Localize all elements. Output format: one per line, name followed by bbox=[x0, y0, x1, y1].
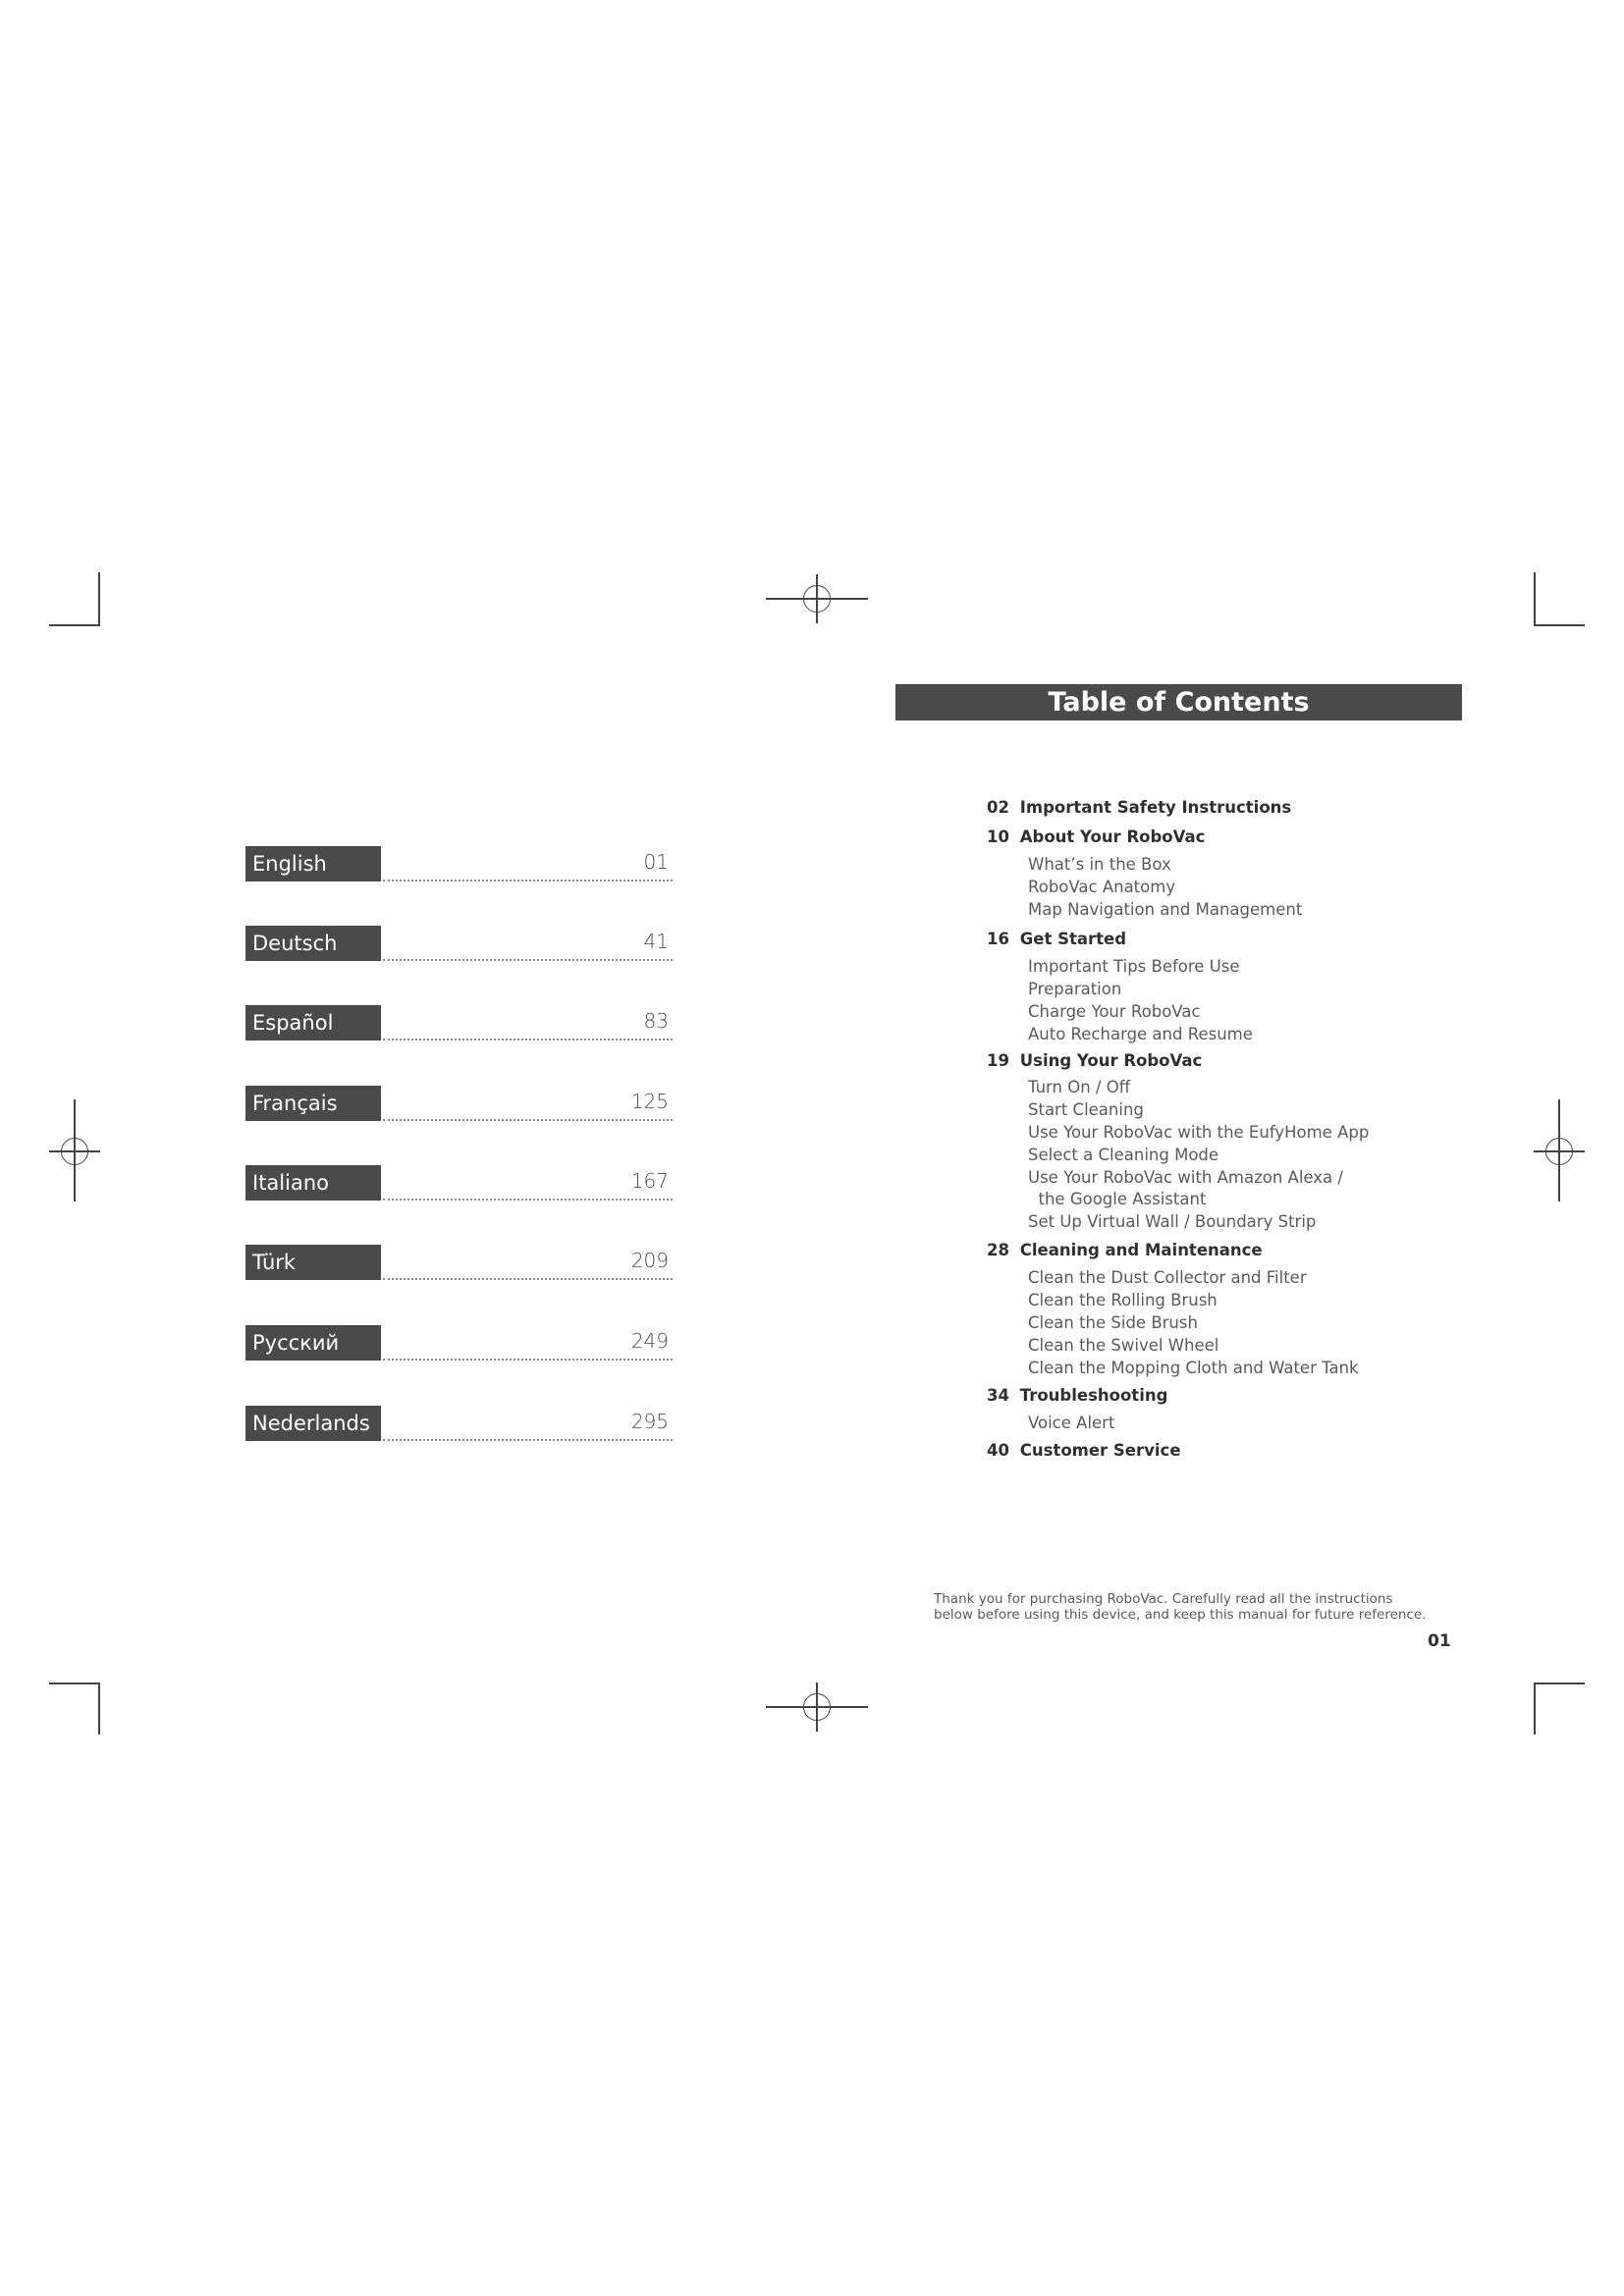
toc-section[interactable] bbox=[987, 798, 1291, 817]
language-page-number: 209 bbox=[630, 1249, 669, 1272]
language-item-deutsch[interactable] bbox=[245, 926, 673, 963]
language-label: Italiano bbox=[245, 1165, 381, 1201]
language-label: Deutsch bbox=[245, 926, 381, 961]
dotted-leader bbox=[383, 1359, 673, 1361]
toc-section-number: 40 bbox=[987, 1441, 1009, 1460]
registration-circle-icon bbox=[803, 585, 831, 613]
toc-item[interactable]: Important Tips Before Use bbox=[1028, 957, 1240, 976]
language-item-nederlands[interactable] bbox=[245, 1406, 673, 1443]
toc-item[interactable]: Clean the Dust Collector and Filter bbox=[1028, 1268, 1307, 1287]
toc-section[interactable] bbox=[987, 1441, 1181, 1460]
crop-mark bbox=[1534, 572, 1536, 624]
toc-section-title: About Your RoboVac bbox=[1019, 828, 1206, 846]
toc-item[interactable]: Map Navigation and Management bbox=[1028, 900, 1303, 919]
toc-section[interactable] bbox=[987, 1051, 1202, 1070]
toc-section-number: 02 bbox=[987, 798, 1009, 817]
language-item-espanol[interactable] bbox=[245, 1005, 673, 1042]
toc-section-title: Get Started bbox=[1019, 930, 1127, 948]
crop-mark bbox=[98, 572, 100, 624]
toc-section-title: Using Your RoboVac bbox=[1019, 1051, 1203, 1070]
toc-item[interactable]: Select a Cleaning Mode bbox=[1028, 1146, 1219, 1164]
toc-section-number: 16 bbox=[987, 930, 1009, 948]
registration-circle-icon bbox=[1545, 1138, 1573, 1165]
toc-item[interactable]: Auto Recharge and Resume bbox=[1028, 1025, 1253, 1043]
crop-mark bbox=[1534, 624, 1585, 626]
toc-section-title: Important Safety Instructions bbox=[1019, 798, 1292, 817]
language-page-number: 125 bbox=[630, 1090, 669, 1113]
toc-section[interactable] bbox=[987, 1386, 1167, 1405]
toc-item[interactable]: Preparation bbox=[1028, 980, 1122, 998]
toc-item[interactable]: Voice Alert bbox=[1028, 1414, 1115, 1432]
dotted-leader bbox=[383, 1039, 673, 1041]
toc-item[interactable]: Clean the Swivel Wheel bbox=[1028, 1336, 1219, 1355]
language-item-turk[interactable] bbox=[245, 1245, 673, 1282]
toc-title: Table of Contents bbox=[895, 684, 1462, 721]
language-page-number: 167 bbox=[630, 1169, 669, 1193]
page-number: 01 bbox=[1428, 1631, 1451, 1651]
toc-section-title: Customer Service bbox=[1019, 1441, 1181, 1460]
language-label: Nederlands bbox=[245, 1406, 381, 1441]
dotted-leader bbox=[383, 1278, 673, 1280]
crop-mark bbox=[98, 1682, 100, 1735]
toc-section-number: 10 bbox=[987, 828, 1009, 846]
dotted-leader bbox=[383, 1119, 673, 1121]
language-item-italiano[interactable] bbox=[245, 1165, 673, 1202]
registration-circle-icon bbox=[61, 1138, 88, 1165]
toc-item[interactable]: Turn On / Off bbox=[1028, 1078, 1131, 1096]
intro-line: Thank you for purchasing RoboVac. Carefully read all the instructions bbox=[934, 1591, 1393, 1607]
toc-item[interactable]: the Google Assistant bbox=[1028, 1190, 1207, 1208]
crop-mark bbox=[49, 624, 100, 626]
language-page-number: 41 bbox=[643, 930, 669, 953]
crop-mark bbox=[49, 1682, 100, 1684]
language-page-number: 249 bbox=[630, 1329, 669, 1353]
intro-line: below before using this device, and keep this manual for future reference. bbox=[934, 1607, 1427, 1623]
language-item-english[interactable] bbox=[245, 846, 673, 883]
language-label: English bbox=[245, 846, 381, 881]
toc-item[interactable]: Clean the Side Brush bbox=[1028, 1313, 1198, 1332]
toc-section-number: 34 bbox=[987, 1386, 1009, 1405]
toc-item[interactable]: Use Your RoboVac with the EufyHome App bbox=[1028, 1123, 1370, 1142]
language-label: Español bbox=[245, 1005, 381, 1041]
toc-item[interactable]: Clean the Mopping Cloth and Water Tank bbox=[1028, 1359, 1359, 1377]
language-label: Русский bbox=[245, 1325, 381, 1361]
toc-section-title: Cleaning and Maintenance bbox=[1019, 1241, 1263, 1259]
toc-item[interactable]: What’s in the Box bbox=[1028, 855, 1171, 874]
crop-mark bbox=[1534, 1682, 1585, 1684]
dotted-leader bbox=[383, 880, 673, 881]
toc-section-title: Troubleshooting bbox=[1019, 1386, 1168, 1405]
dotted-leader bbox=[383, 959, 673, 961]
language-item-francais[interactable] bbox=[245, 1086, 673, 1123]
language-page-number: 01 bbox=[643, 850, 669, 874]
language-label: Türk bbox=[245, 1245, 381, 1280]
language-label: Français bbox=[245, 1086, 381, 1121]
dotted-leader bbox=[383, 1199, 673, 1201]
toc-section[interactable] bbox=[987, 1241, 1263, 1259]
language-page-number: 295 bbox=[630, 1410, 669, 1433]
intro-text bbox=[934, 1591, 1426, 1623]
language-item-russian[interactable] bbox=[245, 1325, 673, 1362]
toc-section-number: 19 bbox=[987, 1051, 1009, 1070]
language-page-number: 83 bbox=[643, 1009, 669, 1033]
toc-section[interactable] bbox=[987, 828, 1205, 846]
registration-circle-icon bbox=[803, 1693, 831, 1721]
toc-item[interactable]: RoboVac Anatomy bbox=[1028, 878, 1176, 896]
toc-item[interactable]: Set Up Virtual Wall / Boundary Strip bbox=[1028, 1212, 1317, 1231]
toc-item[interactable]: Start Cleaning bbox=[1028, 1100, 1144, 1119]
toc-section-number: 28 bbox=[987, 1241, 1009, 1259]
toc-item[interactable]: Use Your RoboVac with Amazon Alexa / bbox=[1028, 1168, 1343, 1187]
crop-mark bbox=[1534, 1682, 1536, 1735]
toc-section[interactable] bbox=[987, 930, 1126, 948]
toc-item[interactable]: Clean the Rolling Brush bbox=[1028, 1291, 1218, 1309]
toc-item[interactable]: Charge Your RoboVac bbox=[1028, 1002, 1201, 1021]
dotted-leader bbox=[383, 1439, 673, 1441]
